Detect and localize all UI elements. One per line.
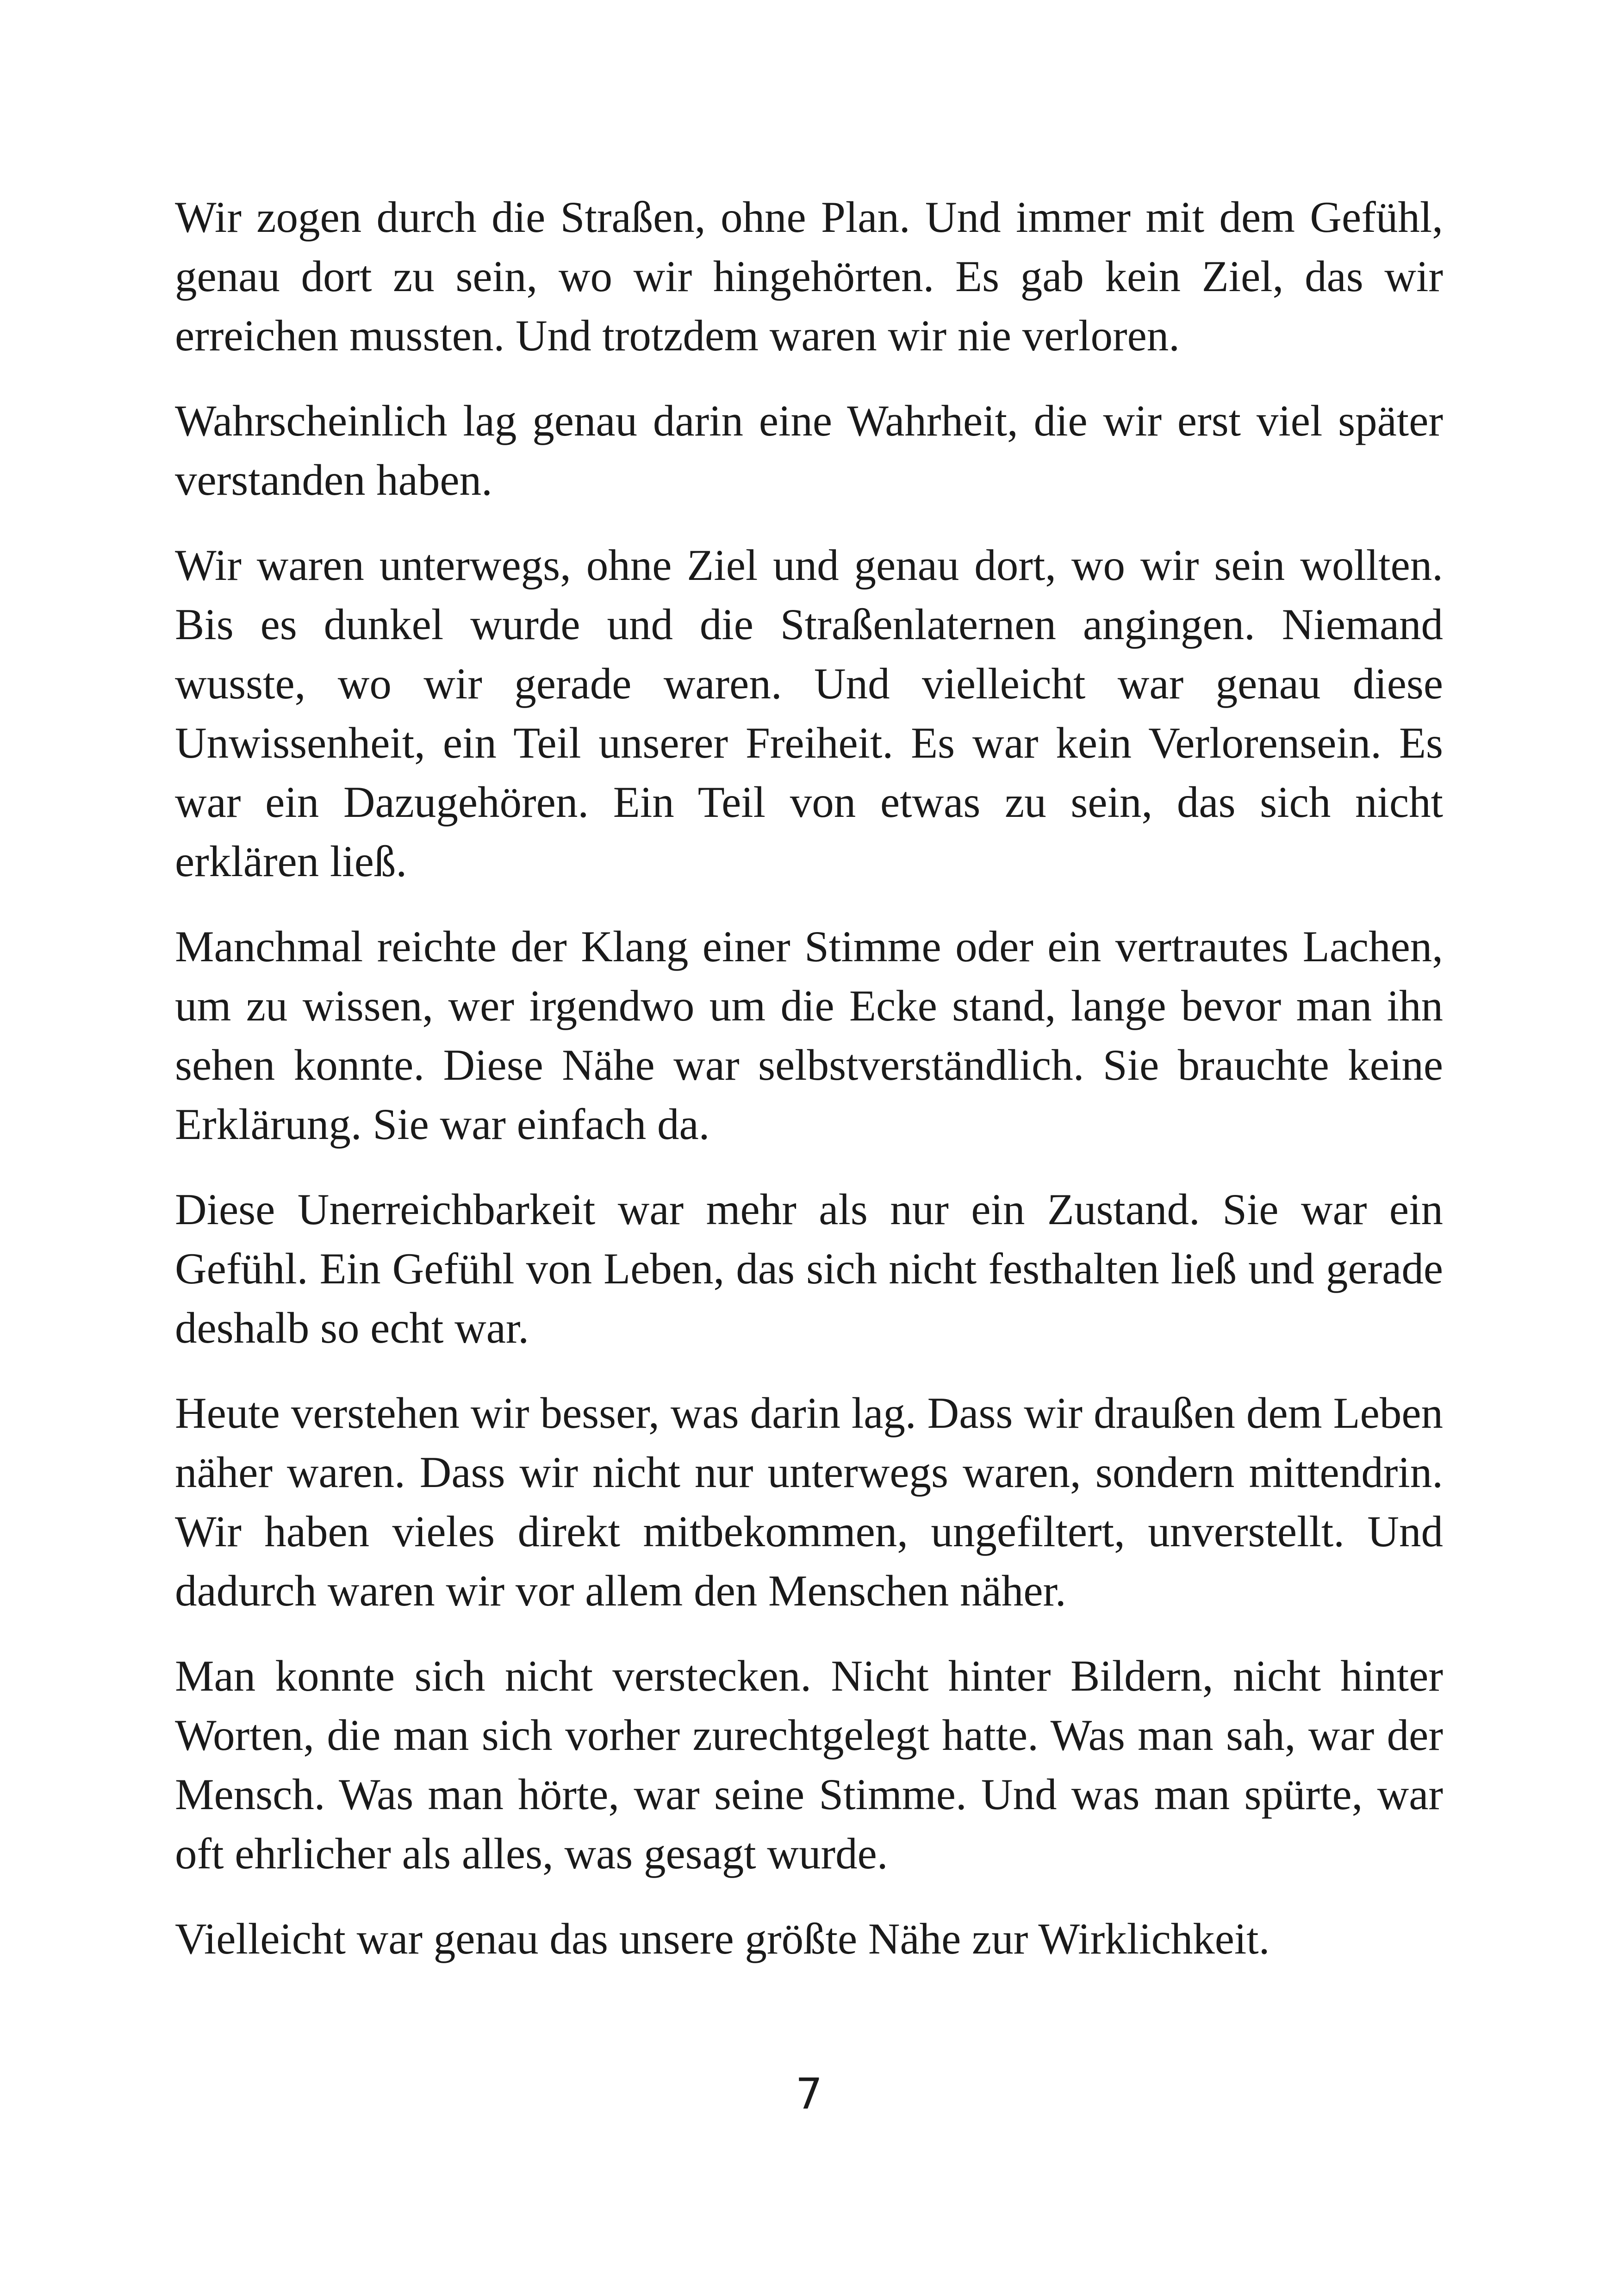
paragraph-7: Man konnte sich nicht verstecken. Nicht hinter Bildern, nicht hinter Worten, die man sich vorher zurechtgelegt hatte. Was man sah, war der Mensch. Was man hörte, war seine Stimme. Und was man spürte, war oft ehrlicher als alles, was gesagt wurde. [175,1651,1443,1878]
paragraph-1: Wir zogen durch die Straßen, ohne Plan. Und immer mit dem Gefühl, genau dort zu sein, wo wir hingehörten. Es gab kein Ziel, das wir erreichen mussten. Und trotzdem waren wir nie verloren. [175,193,1443,360]
paragraph-3: Wir waren unterwegs, ohne Ziel und genau dort, wo wir sein wollten. Bis es dunkel wurde und die Straßenlaternen angingen. Niemand wusste, wo wir gerade waren. Und vielleicht war genau diese Unwissenheit, ein Teil unserer Freiheit. Es war kein Verlorensein. Es war ein Dazugehören. Ein Teil von etwas zu sein, das sich nicht erklären ließ. [175,541,1443,886]
page-number: 7 [795,2069,823,2119]
paragraph-5: Diese Unerreichbarkeit war mehr als nur ein Zustand. Sie war ein Gefühl. Ein Gefühl von Leben, das sich nicht festhalten ließ und gerade deshalb so echt war. [175,1185,1443,1352]
paragraph-2: Wahrscheinlich lag genau darin eine Wahrheit, die wir erst viel später verstanden haben. [175,396,1443,504]
paragraph-4: Manchmal reichte der Klang einer Stimme oder ein vertrautes Lachen, um zu wissen, wer irgendwo um die Ecke stand, lange bevor man ihn sehen konnte. Diese Nähe war selbstverständlich. Sie brauchte keine Erklärung. Sie war einfach da. [175,922,1443,1149]
paragraph-8: Vielleicht war genau das unsere größte Nähe zur Wirklichkeit. [175,1914,1270,1963]
body-text [175,187,1443,1994]
paragraph-6: Heute verstehen wir besser, was darin lag. Dass wir draußen dem Leben näher waren. Dass wir nicht nur unterwegs waren, sondern mittendrin. Wir haben vieles direkt mitbekommen, ungefiltert, unverstellt. Und dadurch waren wir vor allem den Menschen näher. [175,1388,1443,1615]
